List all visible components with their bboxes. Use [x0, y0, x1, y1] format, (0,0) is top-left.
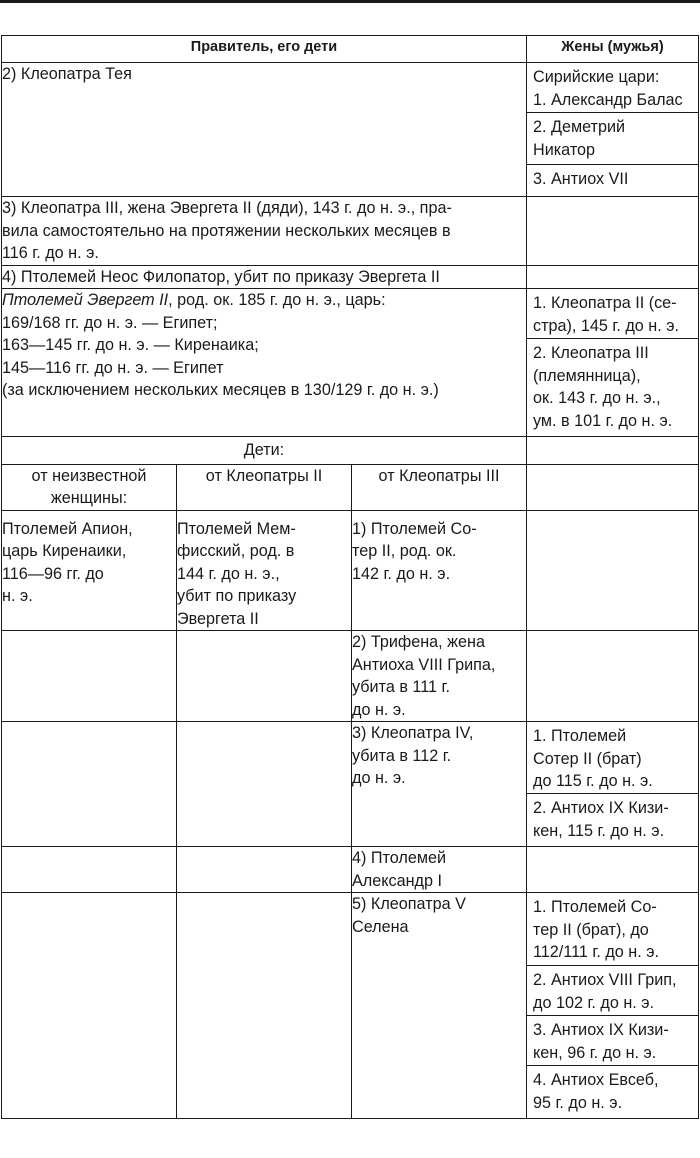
ruler-text: 2) Клеопатра Тея: [2, 65, 132, 83]
ruler-cell: 3) Клеопатра III, жена Эвергета II (дяди), 143 г. до н. э., пра- вила самостоятельно на протяжении нескольких месяцев в 116 г. до н. э.: [2, 197, 527, 266]
spouse-cell: [527, 63, 699, 197]
table-row: [2, 197, 699, 266]
empty-cell: [177, 893, 352, 1119]
genealogy-table: [1, 35, 699, 1119]
spouse-entry: 1. Птолемей Со- тер II (брат), до 112/111 г. до н. э.: [527, 893, 698, 966]
empty-cell: [2, 847, 177, 893]
empty-cell: [2, 893, 177, 1119]
table-row: [2, 289, 699, 437]
children-col-c3: от Клеопатры III: [352, 464, 527, 510]
spouse-cell: [527, 847, 699, 893]
spouse-cell: [527, 289, 699, 437]
ruler-detail: , род. ок. 185 г. до н. э., царь: 169/168 гг. до н. э. — Египет; 163—145 гг. до н. э. — Киренаика; 145—116 гг. до н. э. — Египет (за исключением нескольких месяцев в 130/129 г. до н. э.): [2, 291, 439, 399]
spouse-entry: 2. Деметрий Никатор: [527, 113, 698, 165]
spouse-entry: 3. Антиох VII: [533, 170, 629, 188]
spouse-cell: [527, 197, 699, 266]
table-row: [2, 63, 699, 197]
child-cell: 4) Птолемей Александр I: [352, 847, 527, 893]
child-cell: 1) Птолемей Со- тер II, род. ок. 142 г. до н. э.: [352, 510, 527, 631]
header-row: [2, 36, 699, 63]
empty-cell: [177, 847, 352, 893]
spouse-cell: [527, 722, 699, 847]
children-col-c2: от Клеопатры II: [177, 464, 352, 510]
ruler-cell: [2, 289, 527, 437]
children-label: Дети:: [2, 437, 527, 465]
spouse-entry: 4. Антиох Евсеб, 95 г. до н. э.: [533, 1071, 659, 1112]
ruler-cell: 4) Птолемей Неос Филопатор, убит по приказу Эвергета II: [2, 265, 527, 289]
child-cell: 2) Трифена, жена Антиоха VIII Грипа, убита в 111 г. до н. э.: [352, 631, 527, 722]
child-cell: 3) Клеопатра IV, убита в 112 г. до н. э.: [352, 722, 527, 847]
table-row: [2, 722, 699, 847]
table-row: [2, 510, 699, 631]
table-row: [2, 893, 699, 1119]
empty-cell: [177, 631, 352, 722]
top-rule: [0, 0, 700, 3]
spouse-cell: [527, 265, 699, 289]
table-row: [2, 265, 699, 289]
table-row: [2, 847, 699, 893]
ruler-cell: [2, 63, 527, 197]
spouse-entry: 2. Клеопатра III (племянница), ок. 143 г. до н. э., ум. в 101 г. до н. э.: [533, 344, 673, 430]
spouse-entry: 2. Антиох IX Кизи- кен, 115 г. до н. э.: [533, 799, 669, 840]
spouse-cell: [527, 510, 699, 631]
ruler-column-header: Правитель, его дети: [2, 36, 527, 63]
spouse-entry: Сирийские цари: 1. Александр Балас: [527, 63, 698, 113]
spouse-cell: [527, 631, 699, 722]
spouse-entry: 1. Клеопатра II (се- стра), 145 г. до н. э.: [527, 289, 698, 339]
spouse-cell: [527, 893, 699, 1119]
table-row: [2, 464, 699, 510]
child-cell: 5) Клеопатра V Селена: [352, 893, 527, 1119]
empty-cell: [177, 722, 352, 847]
child-cell: Птолемей Апион, царь Киренаики, 116—96 гг. до н. э.: [2, 510, 177, 631]
empty-cell: [2, 722, 177, 847]
spouse-entry: 3. Антиох IX Кизи- кен, 96 г. до н. э.: [527, 1016, 698, 1066]
empty-cell: [2, 631, 177, 722]
table-row: [2, 631, 699, 722]
spouse-entry: 1. Птолемей Сотер II (брат) до 115 г. до н. э.: [527, 722, 698, 794]
table-row: [2, 437, 699, 465]
spouse-entry: 2. Антиох VIII Грип, до 102 г. до н. э.: [527, 966, 698, 1016]
ruler-name: Птолемей Эвергет II: [2, 291, 169, 309]
spouse-cell: [527, 464, 699, 510]
child-cell: Птолемей Мем- фисский, род. в 144 г. до н. э., убит по приказу Эвергета II: [177, 510, 352, 631]
spouse-cell: [527, 437, 699, 465]
children-col-unknown: от неизвестной женщины:: [2, 464, 177, 510]
spouse-column-header: Жены (мужья): [527, 36, 699, 63]
